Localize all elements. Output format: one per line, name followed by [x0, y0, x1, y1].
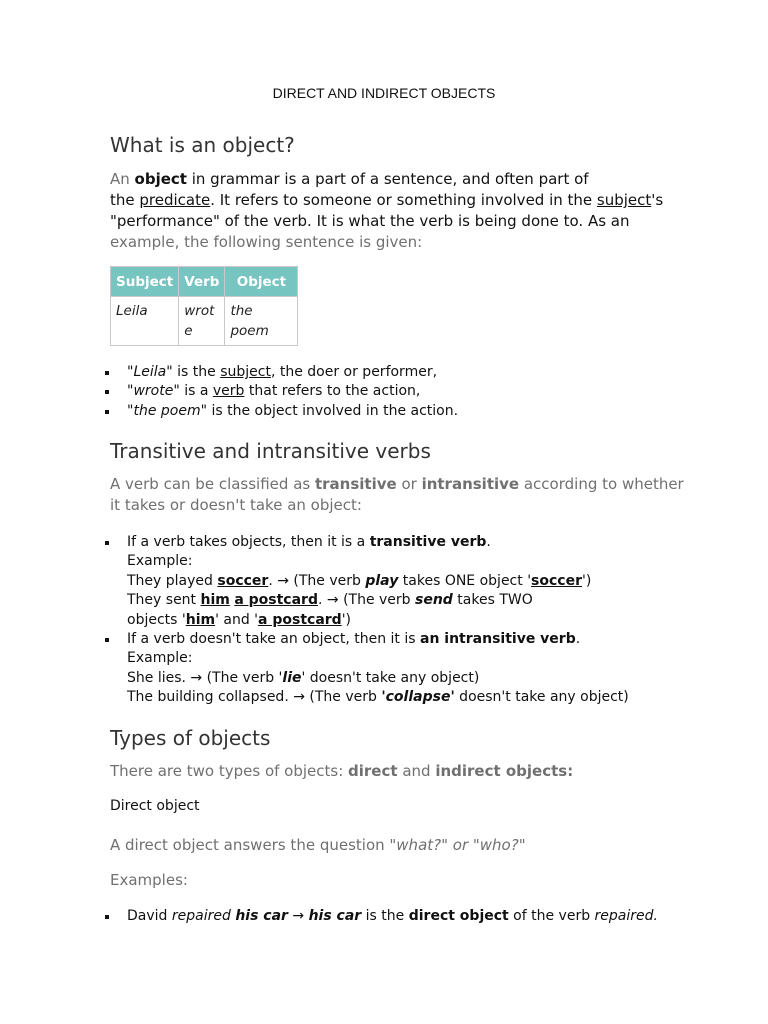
header-object: Object — [225, 267, 298, 297]
paragraph-line: A verb can be classified as transitive or intransitive according to whether — [110, 475, 684, 493]
heading-transitive: Transitive and intransitive verbs — [110, 439, 431, 463]
subject-link[interactable]: subject — [596, 191, 652, 209]
table-header-row — [111, 267, 298, 297]
table-row — [111, 297, 298, 346]
list-item: If a verb takes objects, then it is a transitive verb. Example: They played soccer. → (The verb play takes ONE object 'soccer') They sent him a postcard. → (The verb send takes TWO objects 'him' and 'a postcard') — [105, 533, 629, 630]
list-item: "Leila" is the subject, the doer or performer, — [105, 363, 458, 382]
paragraph-line: it takes or doesn't take an object: — [110, 496, 362, 514]
bullet-square-icon — [105, 371, 109, 375]
paragraph-line: There are two types of objects: direct and indirect objects: — [110, 762, 574, 780]
heading-what-is-object: What is an object? — [110, 133, 295, 157]
example-table — [110, 266, 298, 346]
list-item: "wrote" is a verb that refers to the action, — [105, 382, 458, 401]
object-bullets — [105, 363, 458, 421]
paragraph-line: A direct object answers the question "what?" or "who?" — [110, 836, 526, 854]
header-subject: Subject — [111, 267, 179, 297]
bullet-square-icon — [105, 541, 109, 545]
list-item: "the poem" is the object involved in the action. — [105, 402, 458, 421]
paragraph-line: "performance" of the verb. It is what the verb is being done to. As an — [110, 212, 630, 230]
cell-verb: wrot e — [179, 297, 225, 346]
bullet-square-icon — [105, 915, 109, 919]
bullet-square-icon — [105, 638, 109, 642]
transitive-bullets — [105, 533, 629, 708]
header-verb: Verb — [179, 267, 225, 297]
subject-link[interactable]: subject — [220, 364, 271, 380]
direct-object-examples — [105, 907, 658, 926]
heading-types-of-objects: Types of objects — [110, 726, 271, 750]
examples-label: Examples: — [110, 871, 188, 889]
document-title: DIRECT AND INDIRECT OBJECTS — [272, 85, 496, 101]
cell-subject: Leila — [111, 297, 179, 346]
bullet-square-icon — [105, 410, 109, 414]
cell-object: the poem — [225, 297, 298, 346]
paragraph-line: An object in grammar is a part of a sentence, and often part of — [110, 170, 589, 188]
list-item: David repaired his car → his car is the direct object of the verb repaired. — [105, 907, 658, 926]
subheading-direct-object: Direct object — [110, 798, 200, 814]
paragraph-line: example, the following sentence is given: — [110, 233, 423, 251]
paragraph-line: the predicate. It refers to someone or something involved in the subject's — [110, 191, 664, 209]
list-item: If a verb doesn't take an object, then it is an intransitive verb. Example: She lies. → (The verb 'lie' doesn't take any object) The building collapsed. → (The verb 'collapse' doesn't take any object) — [105, 630, 629, 708]
predicate-link[interactable]: predicate — [139, 191, 211, 209]
verb-link[interactable]: verb — [212, 383, 245, 400]
bullet-square-icon — [105, 390, 109, 394]
